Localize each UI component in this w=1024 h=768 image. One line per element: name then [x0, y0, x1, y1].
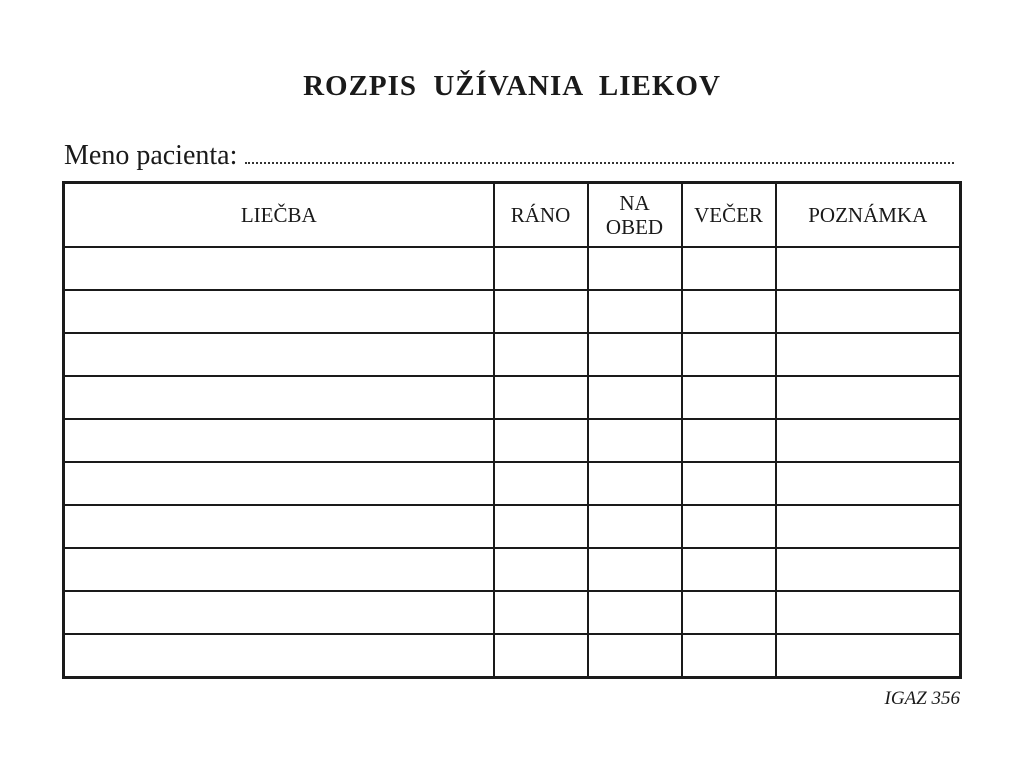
cell-na-obed[interactable] [588, 290, 682, 333]
cell-poznamka[interactable] [776, 634, 961, 678]
patient-name-label: Meno pacienta: [64, 140, 238, 171]
cell-liecba[interactable] [64, 505, 494, 548]
cell-rano[interactable] [494, 247, 588, 290]
table-row [64, 634, 961, 678]
cell-poznamka[interactable] [776, 591, 961, 634]
cell-rano[interactable] [494, 548, 588, 591]
cell-na-obed[interactable] [588, 591, 682, 634]
cell-na-obed[interactable] [588, 548, 682, 591]
cell-vecer[interactable] [682, 634, 776, 678]
header-na-obed-line1: NA [619, 191, 650, 215]
cell-na-obed[interactable] [588, 634, 682, 678]
cell-vecer[interactable] [682, 505, 776, 548]
cell-vecer[interactable] [682, 548, 776, 591]
patient-name-field[interactable] [245, 144, 954, 164]
header-na-obed-line2: OBED [605, 215, 664, 239]
form-code: IGAZ 356 [884, 688, 960, 709]
header-rano: RÁNO [494, 183, 588, 248]
cell-poznamka[interactable] [776, 376, 961, 419]
table-header-row [64, 183, 961, 248]
header-na-obed [588, 183, 682, 248]
cell-liecba[interactable] [64, 548, 494, 591]
cell-rano[interactable] [494, 634, 588, 678]
cell-poznamka[interactable] [776, 333, 961, 376]
table-row [64, 333, 961, 376]
cell-na-obed[interactable] [588, 419, 682, 462]
cell-liecba[interactable] [64, 290, 494, 333]
table-row [64, 462, 961, 505]
table-row [64, 419, 961, 462]
cell-vecer[interactable] [682, 247, 776, 290]
cell-liecba[interactable] [64, 634, 494, 678]
cell-rano[interactable] [494, 333, 588, 376]
cell-liecba[interactable] [64, 333, 494, 376]
cell-liecba[interactable] [64, 247, 494, 290]
cell-liecba[interactable] [64, 419, 494, 462]
cell-rano[interactable] [494, 376, 588, 419]
medication-table [62, 181, 962, 679]
cell-na-obed[interactable] [588, 376, 682, 419]
cell-poznamka[interactable] [776, 548, 961, 591]
table-row [64, 247, 961, 290]
cell-na-obed[interactable] [588, 247, 682, 290]
cell-liecba[interactable] [64, 376, 494, 419]
patient-name-row [64, 140, 954, 172]
table-row [64, 376, 961, 419]
cell-vecer[interactable] [682, 376, 776, 419]
cell-na-obed[interactable] [588, 462, 682, 505]
cell-vecer[interactable] [682, 333, 776, 376]
cell-poznamka[interactable] [776, 419, 961, 462]
cell-poznamka[interactable] [776, 290, 961, 333]
cell-vecer[interactable] [682, 591, 776, 634]
cell-vecer[interactable] [682, 290, 776, 333]
cell-liecba[interactable] [64, 462, 494, 505]
table-row [64, 591, 961, 634]
table-row [64, 290, 961, 333]
cell-rano[interactable] [494, 591, 588, 634]
header-vecer: VEČER [682, 183, 776, 248]
header-poznamka: POZNÁMKA [776, 183, 961, 248]
cell-na-obed[interactable] [588, 333, 682, 376]
table-row [64, 548, 961, 591]
cell-vecer[interactable] [682, 462, 776, 505]
cell-poznamka[interactable] [776, 505, 961, 548]
cell-na-obed[interactable] [588, 505, 682, 548]
form-title: ROZPIS UŽÍVANIA LIEKOV [303, 70, 721, 102]
cell-rano[interactable] [494, 462, 588, 505]
header-liecba: LIEČBA [64, 183, 494, 248]
table-row [64, 505, 961, 548]
cell-poznamka[interactable] [776, 247, 961, 290]
cell-rano[interactable] [494, 505, 588, 548]
cell-liecba[interactable] [64, 591, 494, 634]
cell-rano[interactable] [494, 290, 588, 333]
cell-vecer[interactable] [682, 419, 776, 462]
cell-rano[interactable] [494, 419, 588, 462]
cell-poznamka[interactable] [776, 462, 961, 505]
